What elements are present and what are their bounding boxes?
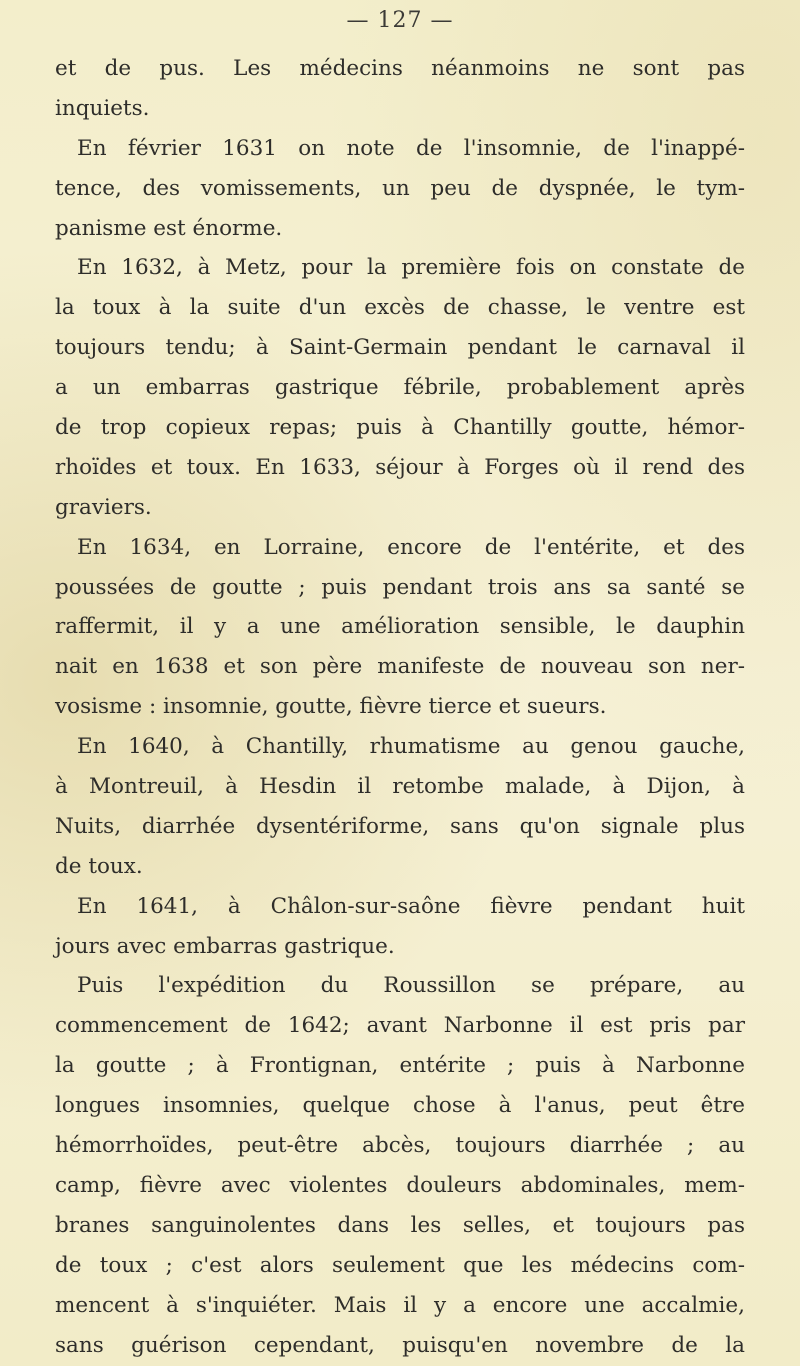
- text-line: la goutte ; à Frontignan, entérite ; puis à Narbonne: [55, 1053, 745, 1079]
- text-line: En 1634, en Lorraine, encore de l'entérite, et des: [77, 534, 745, 560]
- text-line: la toux à la suite d'un excès de chasse, le ventre est: [55, 295, 745, 321]
- text-line: panisme est énorme.: [55, 215, 283, 241]
- text-line: jours avec embarras gastrique.: [55, 933, 395, 959]
- page-number: — 127 —: [346, 8, 454, 33]
- text-line: poussées de goutte ; puis pendant trois ans sa santé se: [55, 574, 745, 600]
- text-line: En 1641, à Châlon-sur-saône fièvre pendant huit: [77, 893, 745, 919]
- text-line: Puis l'expédition du Roussillon se prépare, au: [77, 973, 745, 999]
- text-line: commencement de 1642; avant Narbonne il est pris par: [55, 1013, 745, 1039]
- text-line: vosisme : insomnie, goutte, fièvre tierce et sueurs.: [55, 694, 607, 720]
- text-line: longues insomnies, quelque chose à l'anus, peut être: [55, 1093, 745, 1119]
- text-line: En février 1631 on note de l'insomnie, de l'inappé-: [77, 135, 745, 161]
- text-line: En 1632, à Metz, pour la première fois on constate de: [77, 255, 745, 281]
- text-line: nait en 1638 et son père manifeste de nouveau son ner-: [55, 654, 745, 680]
- text-line: inquiets.: [55, 95, 150, 121]
- text-line: raffermit, il y a une amélioration sensible, le dauphin: [55, 614, 745, 640]
- text-line: et de pus. Les médecins néanmoins ne sont pas: [55, 56, 745, 81]
- text-line: à Montreuil, à Hesdin il retombe malade, à Dijon, à: [55, 774, 745, 800]
- text-line: a un embarras gastrique fébrile, probablement après: [55, 375, 745, 401]
- text-line: tence, des vomissements, un peu de dyspnée, le tym-: [55, 175, 745, 201]
- text-line: de toux ; c'est alors seulement que les médecins com-: [55, 1252, 745, 1278]
- text-line: graviers.: [55, 494, 152, 520]
- text-line: En 1640, à Chantilly, rhumatisme au genou gauche,: [77, 734, 745, 760]
- text-line: rhoïdes et toux. En 1633, séjour à Forges où il rend des: [55, 454, 745, 480]
- text-line: hémorrhoïdes, peut-être abcès, toujours diarrhée ; au: [55, 1133, 745, 1159]
- text-line: sans guérison cependant, puisqu'en novembre de la: [55, 1332, 745, 1358]
- body-text: [55, 49, 745, 1365]
- text-line: toujours tendu; à Saint-Germain pendant le carnaval il: [55, 335, 745, 361]
- text-line: branes sanguinolentes dans les selles, et toujours pas: [55, 1212, 745, 1238]
- text-line: de trop copieux repas; puis à Chantilly goutte, hémor-: [55, 415, 745, 441]
- text-line: Nuits, diarrhée dysentériforme, sans qu'on signale plus: [55, 813, 745, 839]
- text-line: camp, fièvre avec violentes douleurs abdominales, mem-: [55, 1172, 745, 1198]
- text-line: mencent à s'inquiéter. Mais il y a encore une accalmie,: [55, 1292, 745, 1318]
- text-line: de toux.: [55, 853, 143, 879]
